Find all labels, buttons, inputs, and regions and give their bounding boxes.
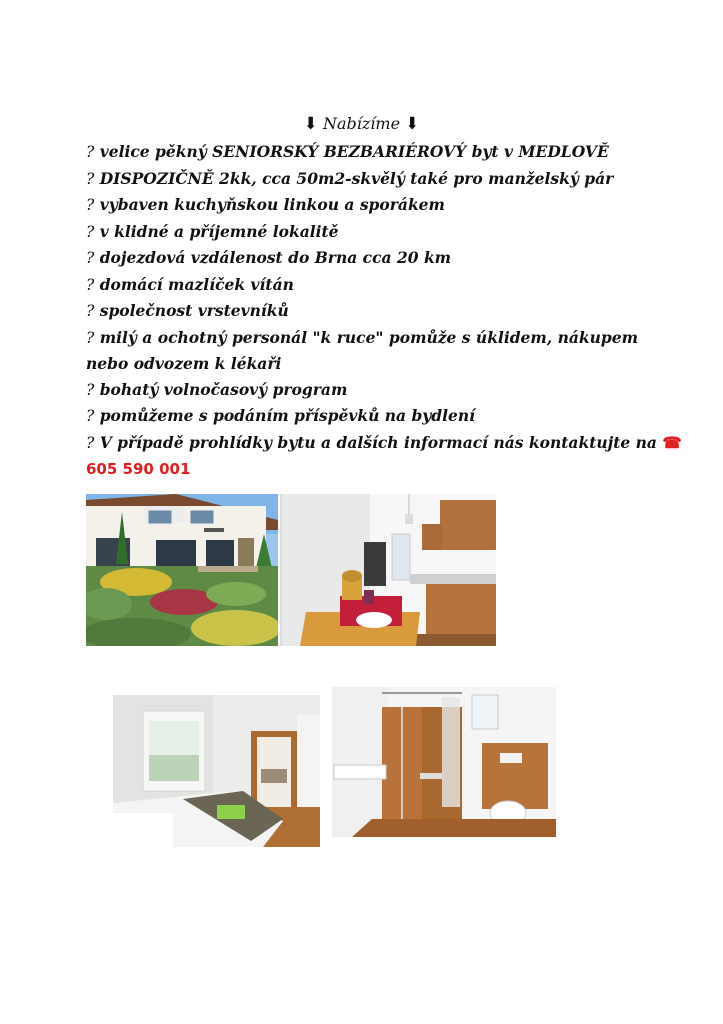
arrow-down-icon: ⬇ [303, 114, 318, 134]
list-item: ? milý a ochotný personál "k ruce" pomůže s úklidem, nákupem nebo odvozem k lékaři [86, 327, 639, 373]
list-item: ? společnost vrstevníků [86, 301, 289, 320]
heading-text: Nabízíme [322, 114, 401, 133]
kitchen-photo [280, 494, 496, 646]
list-item: ? vybaven kuchyňskou linkou a sporákem [86, 195, 445, 214]
phone-icon: ☎ [662, 432, 682, 452]
offer-list [86, 139, 682, 483]
list-item: ? domácí mazlíček vítán [86, 274, 294, 294]
bathroom-photo [332, 687, 556, 837]
building-photo [86, 494, 278, 646]
arrow-down-icon: ⬇ [405, 114, 420, 134]
list-item: ? bohatý volnočasový program [86, 379, 348, 399]
list-item: ? v klidné a příjemné lokalitě [86, 221, 339, 241]
offer-heading [0, 114, 723, 134]
bedroom-photo [113, 695, 320, 847]
list-item: ? velice pěkný SENIORSKÝ BEZBARIÉROVÝ byt v MEDLOVĚ [86, 142, 609, 161]
list-item: ? DISPOZIČNĚ 2kk, cca 50m2-skvělý také pro manželský pár [86, 168, 614, 188]
list-item: ? V případě prohlídky bytu a dalších informací nás kontaktujte na ☎ [86, 432, 682, 452]
phone-number[interactable]: 605 590 001 [86, 460, 191, 478]
list-item: ? dojezdová vzdálenost do Brna cca 20 km [86, 248, 452, 267]
list-item: ? pomůžeme s podáním příspěvků na bydlení [86, 406, 476, 425]
